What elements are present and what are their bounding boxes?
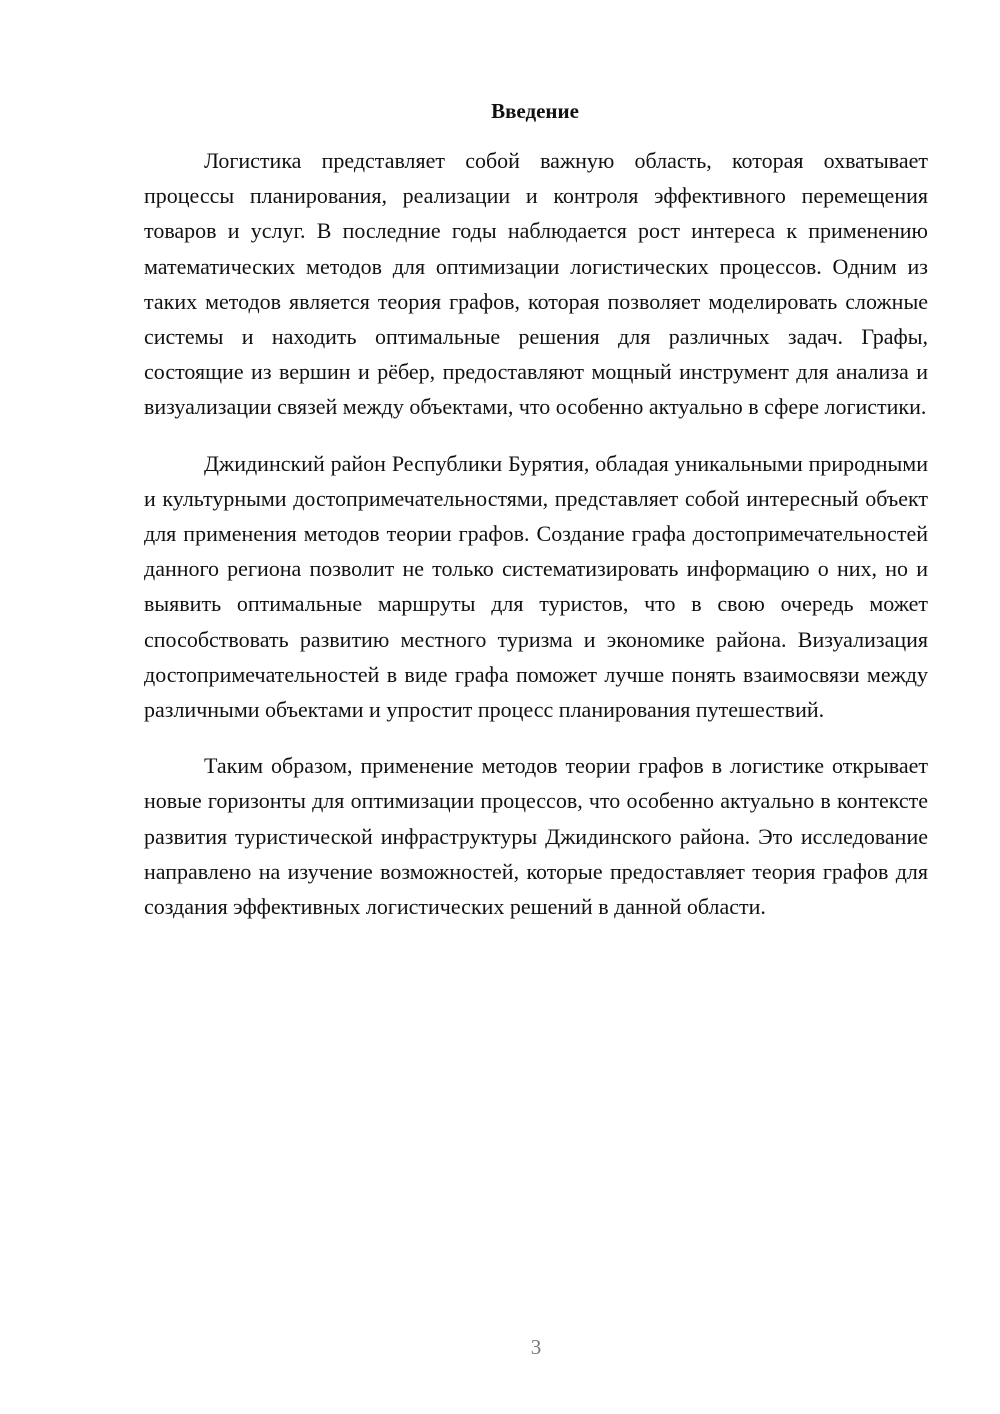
paragraph-1: Логистика представляет собой важную область, которая охватывает процессы планирования, реализации и контроля эффективного перемещения товаров и услуг. В последние годы наблюдается рост интереса к применению математических методов для оптимизации логистических процессов. Одним из таких методов является теория графов, которая позволяет моделировать сложные системы и находить оптимальные решения для различных задач. Графы, состоящие из вершин и рёбер, предоставляют мощный инструмент для анализа и визуализации связей между объектами, что особенно актуально в сфере логистики. [144, 148, 928, 420]
paragraph-3: Таким образом, применение методов теории графов в логистике открывает новые горизонты для оптимизации процессов, что особенно актуально в контексте развития туристической инфраструктуры Джидинского района. Это исследование направлено на изучение возможностей, которые предоставляет теория графов для создания эффективных логистических решений в данной области. [144, 753, 928, 920]
section-title: Введение [491, 99, 579, 123]
body-text [144, 143, 928, 945]
paragraph-2: Джидинский район Республики Бурятия, обладая уникальными природными и культурными достопримечательностями, представляет собой интересный объект для применения методов теории графов. Создание графа достопримечательностей данного региона позволит не только систематизировать информацию о них, но и выявить оптимальные маршруты для туристов, что в свою очередь может способствовать развитию местного туризма и экономике района. Визуализация достопримечательностей в виде графа поможет лучше понять взаимосвязи между различными объектами и упростит процесс планирования путешествий. [144, 450, 928, 723]
page-number: 3 [530, 1335, 542, 1359]
